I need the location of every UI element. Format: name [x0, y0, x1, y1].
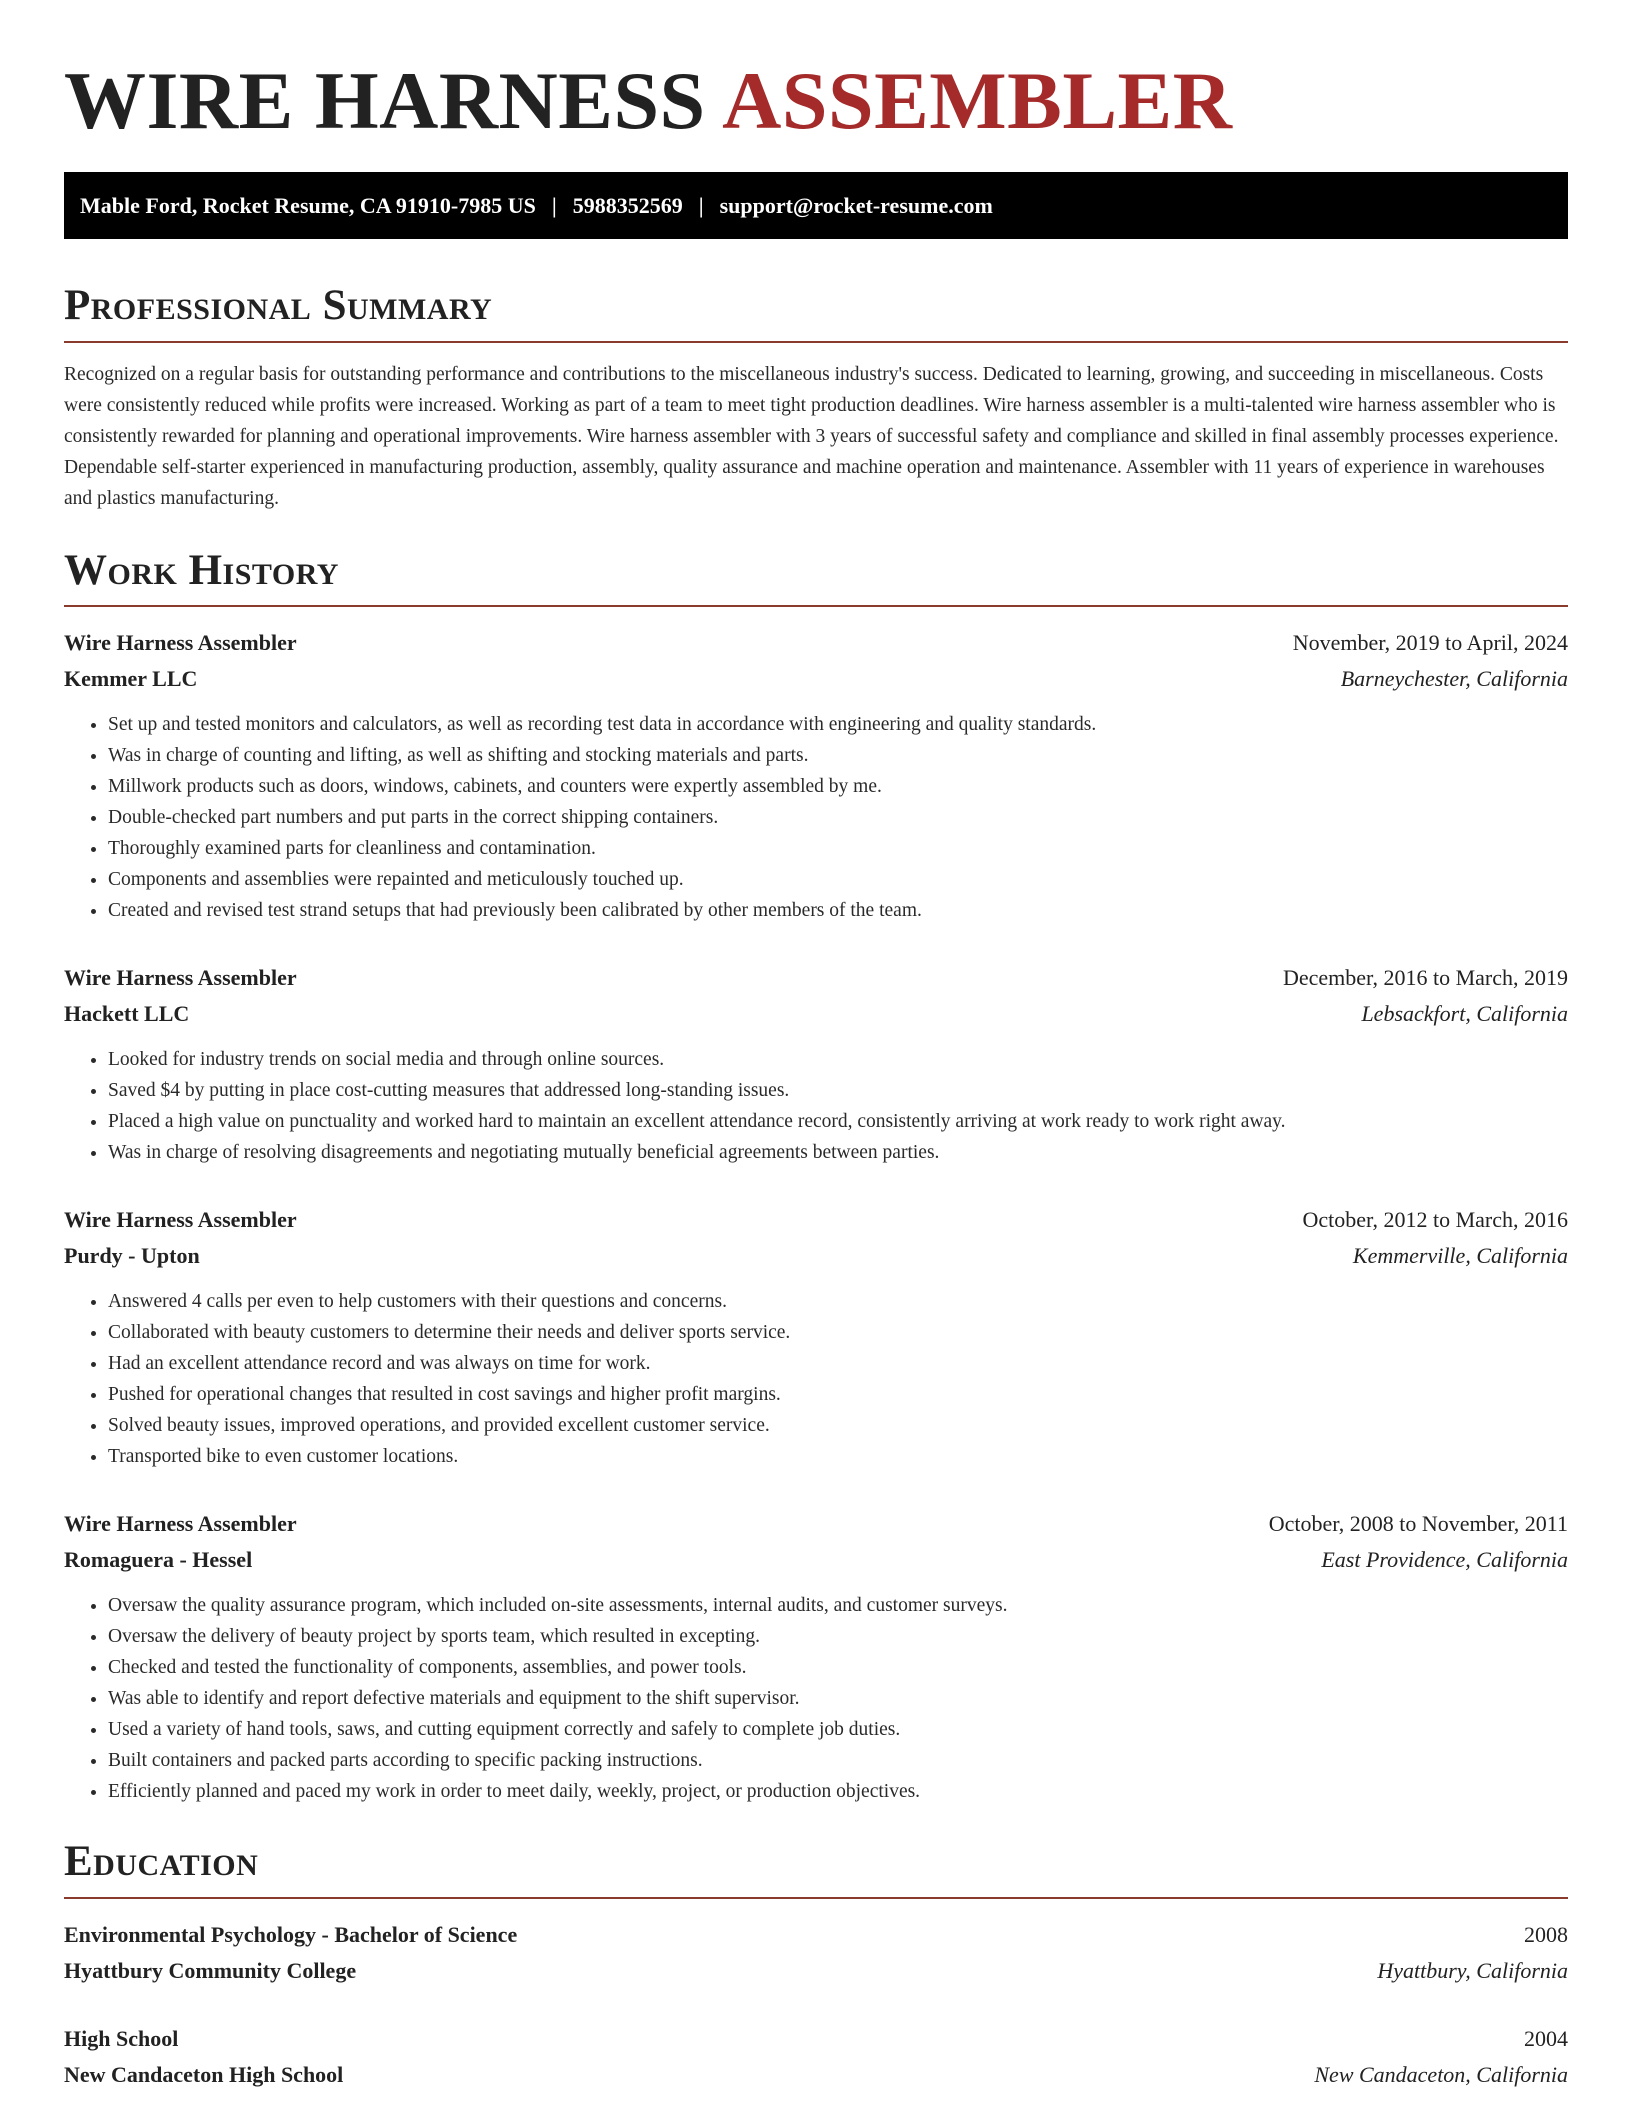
- job-bullet-list: [64, 1286, 1568, 1472]
- job-title: Wire Harness Assembler: [64, 1207, 297, 1233]
- job-bullet: • Transported bike to even customer locations.: [108, 1441, 1568, 1472]
- job-bullet-list: [64, 1044, 1568, 1168]
- job-company-row: [64, 1542, 1568, 1578]
- job-title: Wire Harness Assembler: [64, 965, 297, 991]
- job-bullet: • Set up and tested monitors and calculators, as well as recording test data in accordance with engineering and quality standards.: [108, 709, 1568, 740]
- job-dates: December, 2016 to March, 2019: [1282, 965, 1568, 991]
- job-dates: November, 2019 to April, 2024: [1292, 630, 1568, 656]
- job-bullet: • Checked and tested the functionality of components, assemblies, and power tools.: [108, 1652, 1568, 1683]
- resume-title: [64, 52, 1568, 150]
- work-history-heading: Work History: [64, 546, 1568, 607]
- summary-text: Recognized on a regular basis for outstanding performance and contributions to the miscellaneous industry's success. Dedicated to learning, growing, and succeeding in miscellaneous. Costs were consistently reduced while profits were increased. Working as part of a team to meet tight production deadlines. Wire harness assembler is a multi-talented wire harness assembler who is consistently rewarded for planning and operational improvements. Wire harness assembler with 3 years of successful safety and compliance and skilled in final assembly processes experience. Dependable self-starter experienced in manufacturing production, assembly, quality assurance and machine operation and maintenance. Assembler with 11 years of experience in warehouses and plastics manufacturing.: [64, 363, 1559, 509]
- education-entry: [64, 2021, 1568, 2093]
- job-bullet: • Solved beauty issues, improved operations, and provided excellent customer service.: [108, 1410, 1568, 1441]
- contact-separator: |: [551, 192, 557, 218]
- job-header-row: [64, 1202, 1568, 1238]
- job-header-row: [64, 960, 1568, 996]
- contact-email[interactable]: support@rocket-resume.com: [719, 192, 993, 218]
- job-bullet: • Was able to identify and report defective materials and equipment to the shift supervisor.: [108, 1683, 1568, 1714]
- job-bullet: • Built containers and packed parts according to specific packing instructions.: [108, 1745, 1568, 1776]
- education-school: New Candaceton High School: [64, 2061, 344, 2087]
- job-bullet: • Collaborated with beauty customers to determine their needs and deliver sports service.: [108, 1317, 1568, 1348]
- contact-bar: [64, 172, 1568, 239]
- job-entry: [64, 960, 1568, 1168]
- job-bullet: • Used a variety of hand tools, saws, and cutting equipment correctly and safely to complete job duties.: [108, 1714, 1568, 1745]
- work-history-list: [64, 625, 1568, 1807]
- education-header-row: [64, 2021, 1568, 2057]
- job-entry: [64, 1202, 1568, 1472]
- job-bullet: • Oversaw the delivery of beauty project by sports team, which resulted in excepting.: [108, 1621, 1568, 1652]
- education-list: [64, 1917, 1568, 2093]
- job-header-row: [64, 1506, 1568, 1542]
- job-location: Lebsackfort, California: [1361, 1001, 1568, 1027]
- job-bullet-list: [64, 1590, 1568, 1807]
- education-location: New Candaceton, California: [1314, 2061, 1568, 2087]
- job-bullet: • Pushed for operational changes that resulted in cost savings and higher profit margins.: [108, 1379, 1568, 1410]
- education-heading: Education: [64, 1837, 1568, 1898]
- job-dates: October, 2008 to November, 2011: [1268, 1511, 1568, 1537]
- job-company-row: [64, 1238, 1568, 1274]
- title-accent: ASSEMBLER: [722, 55, 1233, 146]
- education-location: Hyattbury, California: [1377, 1957, 1568, 1983]
- job-bullet: • Thoroughly examined parts for cleanliness and contamination.: [108, 833, 1568, 864]
- job-bullet: • Looked for industry trends on social media and through online sources.: [108, 1044, 1568, 1075]
- education-year: 2008: [1524, 1921, 1568, 1947]
- job-company: Purdy - Upton: [64, 1243, 200, 1269]
- job-bullet: • Millwork products such as doors, windows, cabinets, and counters were expertly assembled by me.: [108, 771, 1568, 802]
- education-school-row: [64, 2057, 1568, 2093]
- education-entry: [64, 1917, 1568, 1989]
- contact-separator: |: [698, 192, 704, 218]
- job-company-row: [64, 996, 1568, 1032]
- job-dates: October, 2012 to March, 2016: [1302, 1207, 1568, 1233]
- job-bullet: • Created and revised test strand setups that had previously been calibrated by other members of the team.: [108, 895, 1568, 926]
- job-bullet: • Efficiently planned and paced my work in order to meet daily, weekly, project, or production objectives.: [108, 1776, 1568, 1807]
- title-main: WIRE HARNESS: [64, 55, 706, 146]
- education-degree: Environmental Psychology - Bachelor of Science: [64, 1921, 518, 1947]
- job-bullet: • Was in charge of resolving disagreements and negotiating mutually beneficial agreements between parties.: [108, 1137, 1568, 1168]
- job-company: Kemmer LLC: [64, 666, 198, 692]
- job-bullet: • Answered 4 calls per even to help customers with their questions and concerns.: [108, 1286, 1568, 1317]
- education-degree: High School: [64, 2025, 179, 2051]
- education-header-row: [64, 1917, 1568, 1953]
- job-bullet: • Double-checked part numbers and put parts in the correct shipping containers.: [108, 802, 1568, 833]
- contact-phone: 5988352569: [572, 192, 683, 218]
- job-bullet-list: [64, 709, 1568, 926]
- job-company: Hackett LLC: [64, 1001, 190, 1027]
- job-entry: [64, 625, 1568, 926]
- job-bullet: • Oversaw the quality assurance program, which included on-site assessments, internal audits, and customer surveys.: [108, 1590, 1568, 1621]
- job-bullet: • Had an excellent attendance record and was always on time for work.: [108, 1348, 1568, 1379]
- job-location: East Providence, California: [1321, 1547, 1568, 1573]
- job-location: Barneychester, California: [1340, 666, 1568, 692]
- job-bullet: • Components and assemblies were repainted and meticulously touched up.: [108, 864, 1568, 895]
- job-header-row: [64, 625, 1568, 661]
- education-year: 2004: [1524, 2025, 1568, 2051]
- contact-address: Mable Ford, Rocket Resume, CA 91910-7985 US: [80, 192, 536, 218]
- job-bullet: • Was in charge of counting and lifting, as well as shifting and stocking materials and parts.: [108, 740, 1568, 771]
- education-school: Hyattbury Community College: [64, 1957, 357, 1983]
- job-bullet: • Placed a high value on punctuality and worked hard to maintain an excellent attendance record, consistently arriving at work ready to work right away.: [108, 1106, 1568, 1137]
- job-title: Wire Harness Assembler: [64, 1511, 297, 1537]
- summary-heading: Professional Summary: [64, 281, 1568, 342]
- job-entry: [64, 1506, 1568, 1807]
- job-bullet: • Saved $4 by putting in place cost-cutting measures that addressed long-standing issues.: [108, 1075, 1568, 1106]
- job-location: Kemmerville, California: [1352, 1243, 1568, 1269]
- job-company-row: [64, 661, 1568, 697]
- job-company: Romaguera - Hessel: [64, 1547, 253, 1573]
- education-school-row: [64, 1953, 1568, 1989]
- job-title: Wire Harness Assembler: [64, 630, 297, 656]
